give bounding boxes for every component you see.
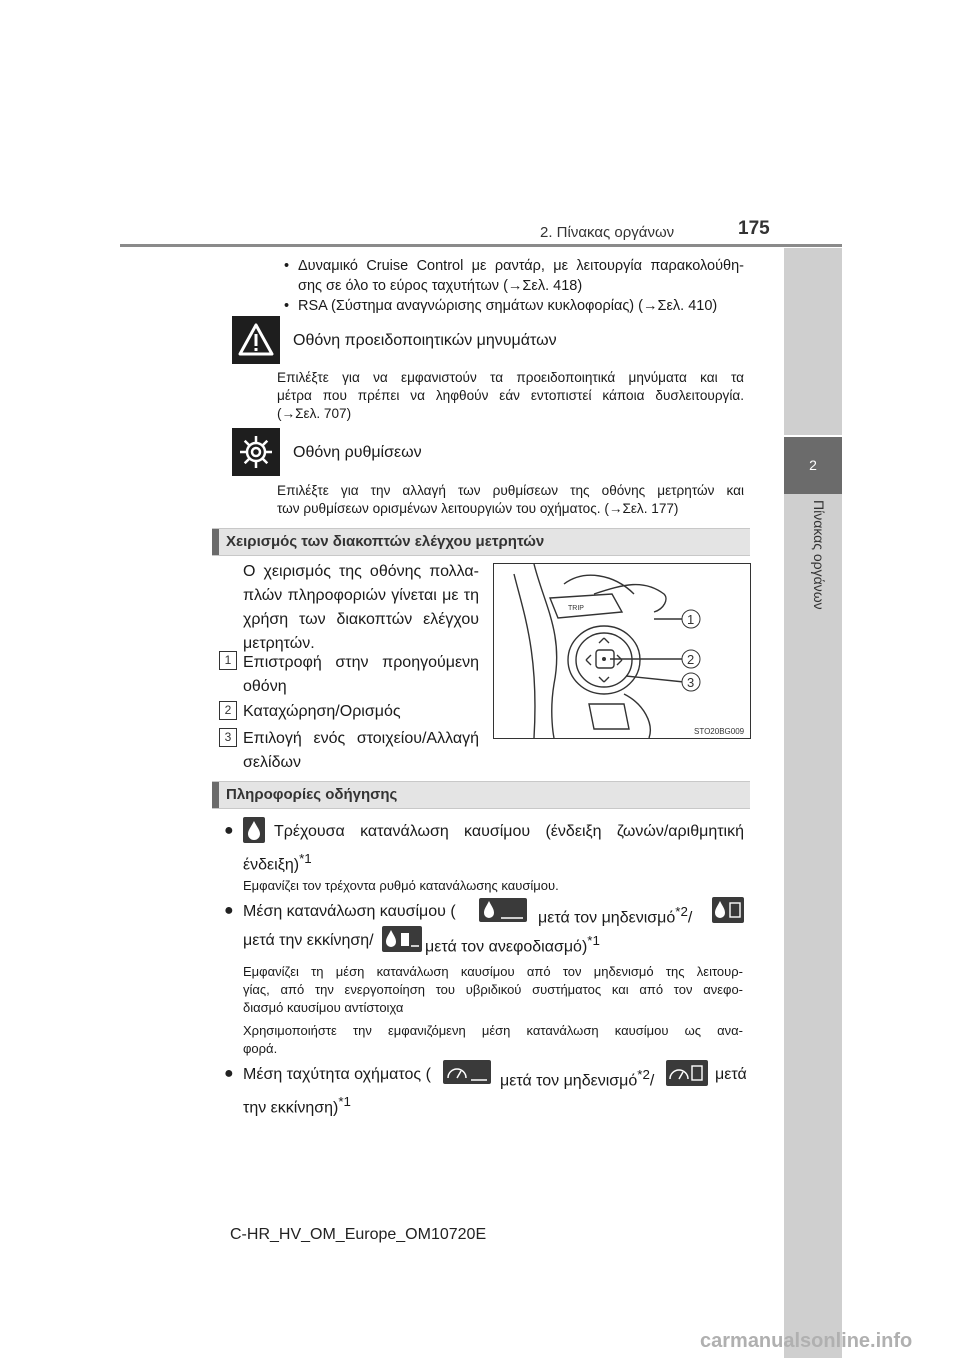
doc-code: C-HR_HV_OM_Europe_OM10720E <box>230 1226 487 1243</box>
intro-line: χρήση των διακοπτών ελέγχου <box>243 611 479 628</box>
section-title: Χειρισμός των διακοπτών ελέγχου μετρητών <box>226 533 545 550</box>
entry-note: Χρησιμοποιήστε την εμφανιζόμενη μέση κατανάλωση καυσίμου ως ανα- <box>243 1023 743 1038</box>
entry-note: φορά. <box>243 1041 278 1056</box>
settings-screen-title: Οθόνη ρυθμίσεων <box>293 444 422 461</box>
entry-text: Μέση ταχύτητα οχήματος ( <box>243 1066 431 1083</box>
settings-desc-line: των ρυθμίσεων ορισμένων λειτουργιών του οχήματος. (→Σελ. 177) <box>277 501 679 516</box>
intro-line: Ο χειρισμός της οθόνης πολλα- <box>243 563 479 580</box>
side-tab-top <box>784 248 842 435</box>
warning-desc-line: μέτρα που πρέπει να ληφθούν εάν εντοπιστεί κάποια δυσλειτουργία. <box>277 388 744 403</box>
entry-text-line: μετά τον μηδενισμό <box>500 1072 638 1090</box>
entry-text-line: την εκκίνηση) <box>243 1099 339 1117</box>
bullet-dot: ● <box>224 902 234 919</box>
item-label: Καταχώρηση/Ορισμός <box>243 703 401 720</box>
chapter-number-tab[interactable]: 2 <box>784 437 842 494</box>
item-label: Επιλογή ενός στοιχείου/Αλλαγή <box>243 730 479 747</box>
footnote-ref: *1 <box>299 851 312 866</box>
avg-speed-start-icon <box>666 1060 708 1086</box>
header-rule <box>120 244 842 247</box>
entry-text: μετά την εκκίνηση/ <box>243 932 374 949</box>
section-title: 2. Πίνακας οργάνων <box>540 224 675 241</box>
section-header-meter-switches <box>212 528 750 556</box>
entry-text: Τρέχουσα κατανάλωση καυσίμου (ένδειξη ζωνών/αριθμητική <box>274 823 744 840</box>
callout-number: 3 <box>219 728 237 747</box>
entry-text <box>243 1090 351 1120</box>
intro-line: πλών πληροφοριών γίνεται με τη <box>243 587 479 604</box>
entry-text-line: μετά τον ανεφοδιασμό) <box>425 938 588 956</box>
bullet-text: RSA (Σύστημα αναγνώρισης σημάτων κυκλοφορίας) (→Σελ. 410) <box>298 298 718 314</box>
fuel-drop-icon <box>243 817 265 843</box>
entry-text: μετά <box>715 1066 747 1083</box>
steering-switch-figure <box>493 563 751 739</box>
bullet-text: Δυναμικό Cruise Control με ραντάρ, με λειτουργία παρακολούθη- <box>298 258 744 274</box>
trip-button-label: TRIP <box>568 605 584 612</box>
entry-text: Μέση κατανάλωση καυσίμου ( <box>243 903 456 920</box>
intro-line: μετρητών. <box>243 635 315 652</box>
avg-fuel-reset-icon <box>479 898 527 922</box>
entry-note: Εμφανίζει τη μέση κατανάλωση καυσίμου από τον μηδενισμό της λειτουρ- <box>243 964 743 979</box>
bullet-dot: ● <box>224 822 234 839</box>
section-header-driving-info <box>212 781 750 809</box>
entry-text-line: μετά τον μηδενισμό <box>538 909 676 927</box>
chapter-label: Πίνακας οργάνων <box>811 500 827 610</box>
page-number: 175 <box>738 218 770 239</box>
entry-text-cont <box>243 847 312 877</box>
avg-speed-reset-icon <box>443 1060 491 1084</box>
bullet-text: σης σε όλο το εύρος ταχυτήτων (→Σελ. 418) <box>298 278 583 294</box>
avg-fuel-refuel-icon <box>382 926 422 952</box>
item-label: οθόνη <box>243 678 287 695</box>
slash: / <box>687 909 693 927</box>
entry-text <box>425 929 600 959</box>
callout-number: 2 <box>219 701 237 720</box>
bullet-dot: ● <box>224 1065 234 1082</box>
figure-callout: 1 <box>687 612 695 627</box>
entry-text-line: ένδειξη) <box>243 856 300 874</box>
item-label: Επιστροφή στην προηγούμενη <box>243 654 479 671</box>
callout-number: 1 <box>219 651 237 670</box>
slash: / <box>649 1072 655 1090</box>
section-title: Πληροφορίες οδήγησης <box>226 786 398 803</box>
figure-callout: 3 <box>687 675 695 690</box>
settings-desc-line: Επιλέξτε για την αλλαγή των ρυθμίσεων της οθόνης μετρητών και <box>277 483 744 498</box>
entry-note: διασμό καυσίμου αντίστοιχα <box>243 1000 404 1015</box>
warning-screen-title: Οθόνη προειδοποιητικών μηνυμάτων <box>293 332 557 349</box>
bullet-marker: • <box>284 258 290 274</box>
bullet-marker: • <box>284 298 290 314</box>
footnote-ref: *1 <box>587 933 600 948</box>
watermark-text[interactable]: carmanualsonline.info <box>700 1330 913 1352</box>
avg-fuel-start-icon <box>712 897 744 923</box>
figure-code: STO20BG009 <box>694 727 745 736</box>
gear-icon <box>232 428 280 476</box>
entry-text <box>538 900 692 930</box>
item-label: σελίδων <box>243 754 301 771</box>
steering-switch-illustration <box>494 564 750 738</box>
figure-callout: 2 <box>687 652 695 667</box>
entry-text <box>500 1063 654 1093</box>
entry-note: Εμφανίζει τον τρέχοντα ρυθμό κατανάλωσης καυσίμου. <box>243 878 559 893</box>
warning-icon <box>232 316 280 364</box>
entry-note: γίας, από την ενεργοποίηση του υβριδικού συστήματος και από τον ανεφο- <box>243 982 743 997</box>
footnote-ref: *1 <box>338 1094 351 1109</box>
footnote-ref: *2 <box>637 1067 650 1082</box>
warning-desc-line: Επιλέξτε για να εμφανιστούν τα προειδοποιητικά μηνύματα και τα <box>277 370 744 385</box>
warning-desc-line: (→Σελ. 707) <box>277 406 352 421</box>
footnote-ref: *2 <box>675 904 688 919</box>
